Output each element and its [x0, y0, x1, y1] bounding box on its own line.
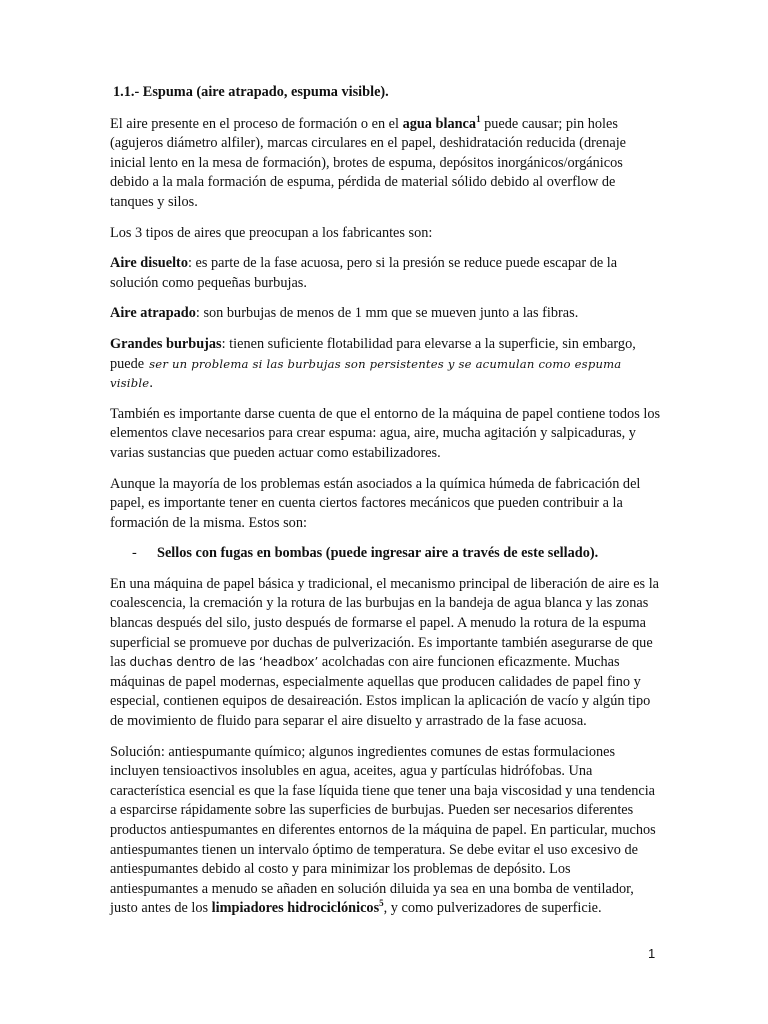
paragraph-mecanismo-liberacion: En una máquina de papel básica y tradicional, el mecanismo principal de liberación de aire es la coalescencia, la cremación y la rotura de las burbujas en la bandeja de agua blanca y las zonas blancas después del silo, justo después de formarse el papel. A menudo la rotura de la espuma superficial se promueve por duchas de pulverización. Es importante también asegurarse de que las duchas dentro de las ‘headbox’ acolchadas con aire funcionen eficazmente. Muchas máquinas de papel modernas, especialmente aquellas que producen calidades de papel fino y especial, contienen equipos de desaireación. Estos implican la aplicación de vacío y algún tipo de movimiento de fluido para separar el aire disuelto y arrastrado de la fase acuosa.	[110, 575, 660, 730]
paragraph-tipos-de-aire: Los 3 tipos de aires que preocupan a los fabricantes son:	[110, 224, 433, 241]
italic-phrase: ser un problema si las burbujas son persistentes y se acumulan como espuma visible	[110, 356, 622, 391]
term-aire-atrapado: Aire atrapado	[110, 305, 196, 322]
list-bullet: -	[132, 545, 137, 562]
paragraph-entorno-maquina: También es importante darse cuenta de que el entorno de la máquina de papel contiene todos los elementos clave necesarios para crear espuma: agua, aire, mucha agitación y salpicaduras, y varias sustancias que pueden actuar como estabilizadores.	[110, 405, 661, 461]
list-item-text: Sellos con fugas en bombas (puede ingresar aire a través de este sellado).	[157, 545, 599, 562]
paragraph-aire-presente: El aire presente en el proceso de formación o en el agua blanca$^1$ puede causar; pin holes (agujeros diámetro alfiler), marcas circulares en el papel, deshidratación reducida (drenaje inicial lento en la mesa de formación), brotes de espuma, depósitos inorgánicos/orgánicos debido a la mala formación de espuma, pérdida de material sólido debido al overflow de tanques y silos.	[110, 113, 627, 210]
page-number: 1	[648, 946, 656, 961]
list-item	[110, 544, 662, 564]
term-agua-blanca: agua blanca	[402, 115, 477, 132]
term-grandes-burbujas: Grandes burbujas	[110, 335, 222, 352]
paragraph-factores-mecanicos: Aunque la mayoría de los problemas están asociados a la química húmeda de fabricación del papel, es importante tener en cuenta ciertos factores mecánicos que pueden contribuir a la formación de la misma. Estos son:	[110, 475, 641, 531]
footnote-ref-1: 1	[476, 113, 481, 124]
document-body	[110, 83, 662, 930]
paragraph-grandes-burbujas: Grandes burbujas: tienen suficiente flotabilidad para elevarse a la superficie, sin embargo, puede ser un problema si las burbujas son persistentes y se acumulan como espuma visible.	[110, 335, 636, 392]
term-duchas-headbox: duchas dentro de las ‘headbox’	[129, 655, 319, 670]
paragraph-solucion: Solución: antiespumante químico; algunos ingredientes comunes de estas formulaciones incluyen tensioactivos insolubles en agua, aceites, agua y partículas hidrófobas. Una característica esencial es que la fase líquida tiene que tener una baja viscosidad y una tendencia a esparcirse rápidamente sobre las superficies de burbujas. Pueden ser necesarios diferentes productos antiespumantes en diferentes entornos de la máquina de papel. En particular, muchos antiespumantes tienen un intervalo óptimo de temperatura. Se debe evitar el uso excesivo de antiespumantes debido al costo y para minimizar los problemas de depósito. Los antiespumantes a menudo se añaden en solución diluida ya sea en una bomba de ventilador, justo antes de los limpiadores hidrociclónicos$^5$, y como pulverizadores de superficie.	[110, 743, 656, 917]
term-limpiadores-hidrociclonicos: limpiadores hidrociclónicos	[211, 900, 380, 917]
section-heading: 1.1.- Espuma (aire atrapado, espuma visible).	[113, 84, 389, 100]
term-aire-disuelto: Aire disuelto	[110, 255, 188, 272]
footnote-ref-5: 5	[379, 898, 384, 909]
paragraph-aire-atrapado: Aire atrapado: son burbujas de menos de 1 mm que se mueven junto a las fibras.	[110, 305, 579, 322]
paragraph-aire-disuelto: Aire disuelto: es parte de la fase acuosa, pero si la presión se reduce puede escapar de la solución como pequeñas burbujas.	[110, 255, 618, 291]
